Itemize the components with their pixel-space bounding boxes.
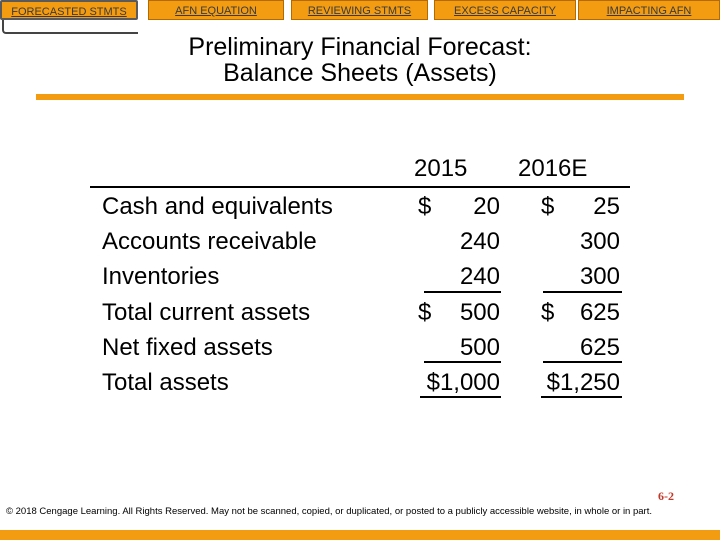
row-label: Inventories <box>102 263 220 290</box>
table-row <box>0 225 720 259</box>
tab-impacting-afn[interactable]: IMPACTING AFN <box>578 0 720 20</box>
row-label: Net fixed assets <box>102 334 273 361</box>
value-2016e: 300 <box>579 263 620 290</box>
row-label: Total current assets <box>102 299 311 326</box>
tab-reviewing-stmts[interactable]: REVIEWING STMTS <box>291 0 428 20</box>
column-header-2016e: 2016E <box>518 155 588 182</box>
value-2015: 240 <box>459 228 500 255</box>
subtotal-underline <box>543 291 622 293</box>
tab-forecasted-stmts[interactable]: FORECASTED STMTS <box>0 0 138 20</box>
row-label: Total assets <box>102 369 229 396</box>
row-label: Accounts receivable <box>102 228 317 255</box>
currency-symbol: $ <box>541 299 555 326</box>
tab-excess-capacity[interactable]: EXCESS CAPACITY <box>434 0 576 20</box>
title-line-1: Preliminary Financial Forecast: <box>188 33 532 61</box>
title-divider <box>36 94 684 100</box>
value-2016e: 625 <box>579 334 620 361</box>
value-2015: 20 <box>473 193 500 220</box>
total-double-underline <box>541 396 622 398</box>
table-row <box>0 260 720 294</box>
value-2016e: 25 <box>593 193 620 220</box>
page-number: 6-2 <box>658 489 674 503</box>
row-label: Cash and equivalents <box>102 193 333 220</box>
value-2016e: $1,250 <box>546 369 620 396</box>
table-row <box>0 296 720 330</box>
subtotal-underline <box>424 361 501 363</box>
tab-afn-equation[interactable]: AFN EQUATION <box>148 0 284 20</box>
table-row <box>0 366 720 400</box>
currency-symbol: $ <box>541 193 555 220</box>
value-2015: $1,000 <box>426 369 500 396</box>
active-tab-indicator <box>2 20 138 34</box>
footer-bar <box>0 530 720 540</box>
value-2015: 500 <box>459 299 500 326</box>
table-row <box>0 190 720 224</box>
title-line-2: Balance Sheets (Assets) <box>223 59 497 87</box>
currency-symbol: $ <box>418 299 432 326</box>
value-2016e: 300 <box>579 228 620 255</box>
column-header-2015: 2015 <box>414 155 468 182</box>
currency-symbol: $ <box>418 193 432 220</box>
page-title <box>40 34 680 86</box>
subtotal-underline <box>424 291 501 293</box>
value-2015: 240 <box>459 263 500 290</box>
table-row <box>0 331 720 365</box>
subtotal-underline <box>543 361 622 363</box>
nav-tabs <box>0 0 720 22</box>
table-header-rule <box>90 186 630 188</box>
value-2016e: 625 <box>579 299 620 326</box>
value-2015: 500 <box>459 334 500 361</box>
total-double-underline <box>420 396 501 398</box>
copyright-notice: © 2018 Cengage Learning. All Rights Reserved. May not be scanned, copied, or duplicated, or posted to a publicly accessible website, in whole or in part. <box>6 506 652 517</box>
